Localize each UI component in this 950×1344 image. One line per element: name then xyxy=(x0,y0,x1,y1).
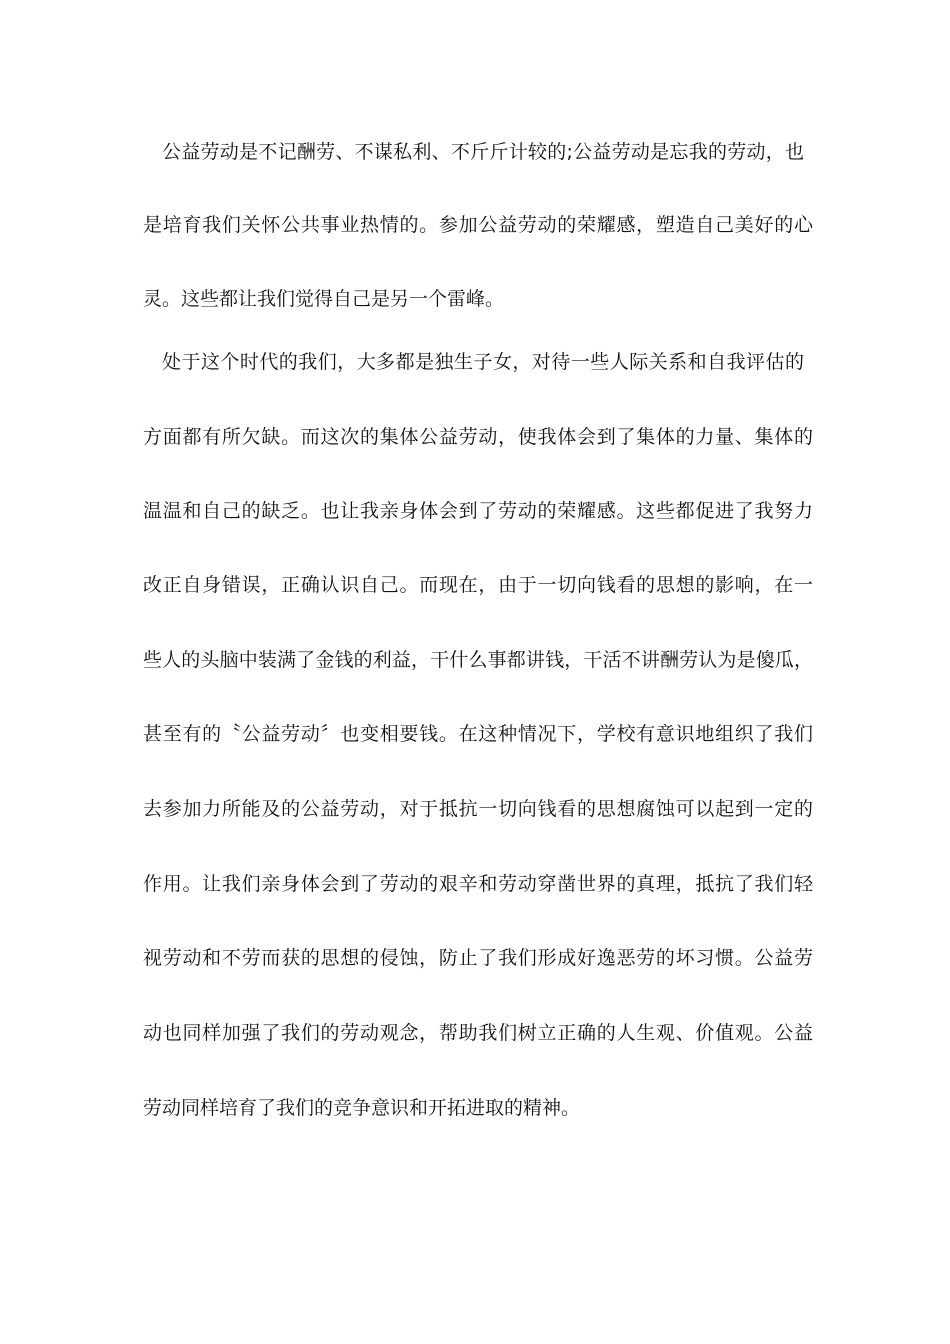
text-line: 些人的头脑中装满了金钱的利益，干什么事都讲钱，干活不讲酬劳认为是傻瓜， xyxy=(143,649,813,671)
text-line: 劳动同样培育了我们的竞争意识和开拓进取的精神。 xyxy=(143,1097,581,1119)
text-line: 灵。这些都让我们觉得自己是另一个雷峰。 xyxy=(143,288,505,310)
text-line: 动也同样加强了我们的劳动观念，帮助我们树立正确的人生观、价值观。公益 xyxy=(143,1022,813,1044)
text-line: 视劳动和不劳而获的思想的侵蚀，防止了我们形成好逸恶劳的坏习惯。公益劳 xyxy=(143,947,813,969)
text-line: 处于这个时代的我们，大多都是独生子女，对待一些人际关系和自我评估的 xyxy=(162,351,804,373)
text-line: 甚至有的〝公益劳动〞也变相要钱。在这种情况下，学校有意识地组织了我们 xyxy=(143,723,813,745)
text-line: 改正自身错误，正确认识自己。而现在，由于一切向钱看的思想的影响，在一 xyxy=(143,574,813,596)
text-line: 方面都有所欠缺。而这次的集体公益劳动，使我体会到了集体的力量、集体的 xyxy=(143,426,813,448)
text-line: 去参加力所能及的公益劳动，对于抵抗一切向钱看的思想腐蚀可以起到一定的 xyxy=(143,798,813,820)
text-line: 温温和自己的缺乏。也让我亲身体会到了劳动的荣耀感。这些都促进了我努力 xyxy=(143,500,813,522)
text-line: 是培育我们关怀公共事业热情的。参加公益劳动的荣耀感，塑造自己美好的心 xyxy=(143,214,813,236)
text-line: 作用。让我们亲身体会到了劳动的艰辛和劳动穿凿世界的真理，抵抗了我们轻 xyxy=(143,873,813,895)
text-line: 公益劳动是不记酬劳、不谋私利、不斤斤计较的;公益劳动是忘我的劳动，也 xyxy=(162,141,804,163)
